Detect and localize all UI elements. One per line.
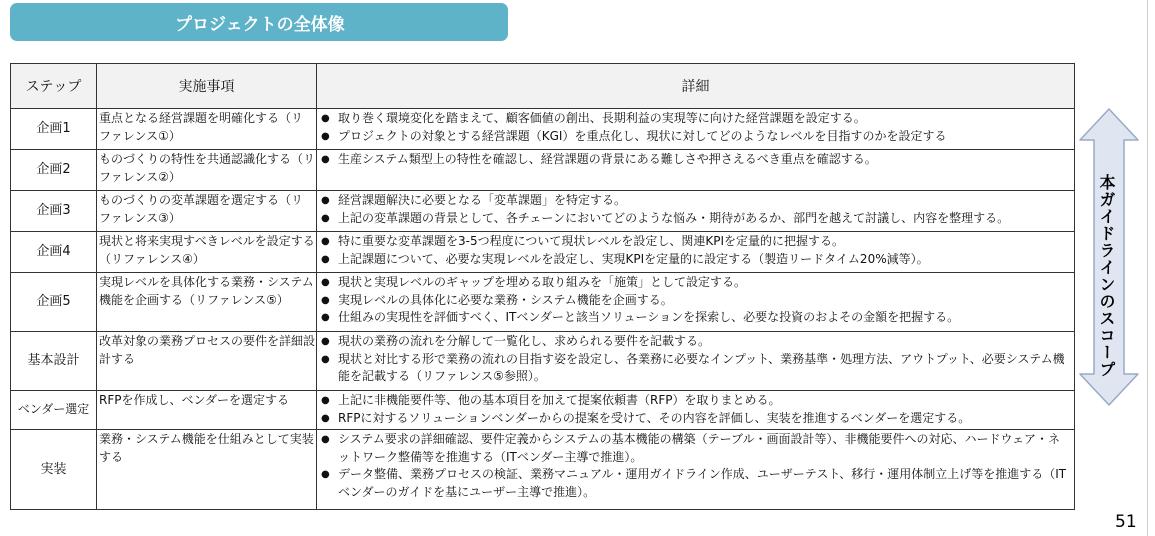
detail-item: ● 経営課題解決に必要となる「変革課題」を特定する。 bbox=[321, 192, 1070, 210]
project-steps-table bbox=[10, 63, 1075, 510]
bullet-icon: ● bbox=[321, 113, 330, 124]
detail-item: ● プロジェクトの対象とする経営課題（KGI）を重点化し、現状に対してどのようなレベルを目指すのかを設定する bbox=[321, 128, 1070, 146]
detail-cell bbox=[317, 430, 1075, 510]
task-cell: 現状と将来実現すべきレベルを設定する（リファレンス④） bbox=[97, 232, 317, 273]
bullet-icon: ● bbox=[321, 395, 330, 406]
detail-item: ● システム要求の詳細確認、要件定義からシステムの基本機能の構築（テーブル・画面設計等）、非機能要件への対応、ハードウェア・ネットワーク整備等を推進する（ITベンダー主導で推進）。 bbox=[321, 431, 1070, 466]
table-header-row bbox=[11, 64, 1075, 109]
header-step: ステップ bbox=[11, 64, 97, 109]
detail-cell bbox=[317, 332, 1075, 391]
bullet-icon: ● bbox=[321, 312, 330, 324]
step-cell: 企画4 bbox=[11, 232, 97, 273]
table-row bbox=[11, 109, 1075, 150]
bullet-icon: ● bbox=[321, 154, 330, 165]
task-cell: 業務・システム機能を仕組みとして実装する bbox=[97, 430, 317, 510]
table-row bbox=[11, 232, 1075, 273]
bullet-icon: ● bbox=[321, 412, 330, 424]
task-cell: ものづくりの変革課題を選定する（リファレンス③） bbox=[97, 191, 317, 232]
page-title: プロジェクトの全体像 bbox=[175, 15, 345, 35]
detail-cell bbox=[317, 273, 1075, 332]
step-cell: 基本設計 bbox=[11, 332, 97, 391]
detail-item: ● 上記に非機能要件等、他の基本項目を加えて提案依頼書（RFP）を取りまとめる。 bbox=[321, 392, 1070, 410]
detail-item: ● データ整備、業務プロセスの検証、業務マニュアル・運用ガイドライン作成、ユーザーテスト、移行・運用体制立上げ等を推進する（ITベンダーのガイドを基にユーザー主導で推進）。 bbox=[321, 466, 1070, 501]
title-banner bbox=[10, 3, 508, 41]
page-number: 51 bbox=[1115, 512, 1137, 532]
bullet-icon: ● bbox=[321, 236, 330, 247]
detail-cell bbox=[317, 232, 1075, 273]
table-row bbox=[11, 391, 1075, 430]
detail-cell bbox=[317, 109, 1075, 150]
step-cell: 企画2 bbox=[11, 150, 97, 191]
table-row bbox=[11, 150, 1075, 191]
detail-item: ● 現状と対比する形で業務の流れの目指す姿を設定し、各業務に必要なインプット、業務基準・処理方法、アウトプット、必要システム機能を記載する（リファレンス⑤参照）。 bbox=[321, 351, 1070, 386]
detail-item: ● 実現レベルの具体化に必要な業務・システム機能を企画する。 bbox=[321, 292, 1070, 310]
detail-item: ● 上記の変革課題の背景として、各チェーンにおいてどのような悩み・期待があるか、部門を越えて討議し、内容を整理する。 bbox=[321, 210, 1070, 228]
header-detail: 詳細 bbox=[317, 64, 1075, 109]
bullet-icon: ● bbox=[321, 195, 330, 206]
step-cell: 企画1 bbox=[11, 109, 97, 150]
bullet-icon: ● bbox=[321, 130, 330, 142]
detail-item: ● 仕組みの実現性を評価すべく、ITベンダーと該当ソリューションを探索し、必要な投資のおよその金額を把握する。 bbox=[321, 309, 1070, 327]
detail-item: ● 特に重要な変革課題を3-5つ程度について現状レベルを設定し、関連KPIを定量的に把握する。 bbox=[321, 233, 1070, 251]
bullet-icon: ● bbox=[321, 277, 330, 288]
table-row bbox=[11, 191, 1075, 232]
step-cell: 実装 bbox=[11, 430, 97, 510]
detail-item: ● 上記課題について、必要な実現レベルを設定し、実現KPIを定量的に設定する（製造リードタイム20%減等）。 bbox=[321, 251, 1070, 269]
bullet-icon: ● bbox=[321, 353, 330, 365]
task-cell: 改革対象の業務プロセスの要件を詳細設計する bbox=[97, 332, 317, 391]
task-cell: ものづくりの特性を共通認識化する（リファレンス②） bbox=[97, 150, 317, 191]
step-cell: 企画3 bbox=[11, 191, 97, 232]
detail-item: ● 生産システム類型上の特性を確認し、経営課題の背景にある難しさや押さえるべき重点を確認する。 bbox=[321, 151, 1070, 169]
header-task: 実施事項 bbox=[97, 64, 317, 109]
page-edge-divider bbox=[1147, 0, 1148, 536]
table-row bbox=[11, 430, 1075, 510]
detail-cell bbox=[317, 191, 1075, 232]
task-cell: 実現レベルを具体化する業務・システム機能を企画する（リファレンス⑤） bbox=[97, 273, 317, 332]
bullet-icon: ● bbox=[321, 294, 330, 306]
bullet-icon: ● bbox=[321, 434, 330, 445]
detail-item: ● RFPに対するソリューションベンダーからの提案を受けて、その内容を評価し、実装を推進するベンダーを選定する。 bbox=[321, 410, 1070, 428]
scope-label: 本ガイドラインのスコープ bbox=[1097, 174, 1116, 378]
table-row bbox=[11, 332, 1075, 391]
bullet-icon: ● bbox=[321, 212, 330, 224]
task-cell: 重点となる経営課題を明確化する（リファレンス①） bbox=[97, 109, 317, 150]
detail-item: ● 現状の業務の流れを分解して一覧化し、求められる要件を記載する。 bbox=[321, 333, 1070, 351]
step-cell: 企画5 bbox=[11, 273, 97, 332]
detail-item: ● 取り巻く環境変化を踏まえて、顧客価値の創出、長期利益の実現等に向けた経営課題を設定する。 bbox=[321, 110, 1070, 128]
bullet-icon: ● bbox=[321, 469, 330, 481]
bullet-icon: ● bbox=[321, 253, 330, 265]
detail-cell bbox=[317, 150, 1075, 191]
detail-cell bbox=[317, 391, 1075, 430]
step-cell: ベンダー選定 bbox=[11, 391, 97, 430]
detail-item: ● 現状と実現レベルのギャップを埋める取り組みを「施策」として設定する。 bbox=[321, 274, 1070, 292]
table-row bbox=[11, 273, 1075, 332]
bullet-icon: ● bbox=[321, 336, 330, 347]
task-cell: RFPを作成し、ベンダーを選定する bbox=[97, 391, 317, 430]
